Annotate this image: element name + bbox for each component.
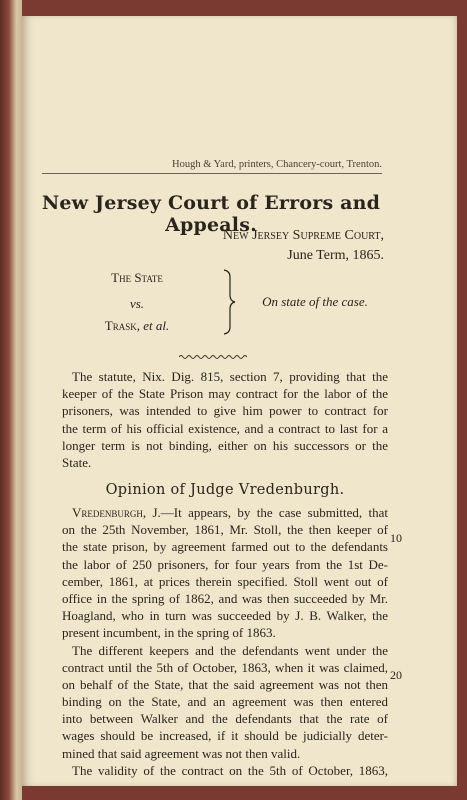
defendant-name-text: Trask, [104,318,140,333]
defendant-name [62,318,212,334]
opinion-line: contract until the 5th of October, 1863, when it was claimed, [62,659,388,675]
court-title: New Jersey Court of Errors and Appeals. [41,192,381,236]
versus-label: vs. [129,296,145,311]
line-number-marker: 10 [390,531,402,545]
case-posture: On state of the case. [262,294,368,309]
opinion-line: The validity of the contract on the 5th of October, 1863, [72,762,388,778]
section-divider [179,354,247,360]
opinion-line: wages should be increased, if it should be judicially deter- [62,728,388,744]
opinion-heading: Opinion of Judge Vredenburgh. [105,482,345,498]
syllabus-line: State. [62,454,92,470]
opinion-body [62,504,388,779]
opinion-line: the state prison, by agreement farmed out to the defendants [62,539,388,555]
court-name: New Jersey Supreme Court, [222,228,384,243]
syllabus-line: longer term is not binding, either on his successors or the [62,437,388,453]
opinion-line: The different keepers and the defendants went under the [72,642,388,658]
document-page [22,16,457,786]
opinion-line: on behalf of the State, that the said agreement was not then [62,676,388,692]
opinion-line: Hoagland, who in turn was succeeded by J. B. Walker, the [62,608,388,624]
opinion-line: the labor of 250 prisoners, for four years from the 1st De- [62,556,388,572]
plaintiff-name: The State [111,270,163,285]
opinion-line-text: —It appears, by the case submitted, that [160,505,388,520]
court-term: June Term, 1865. [287,248,384,263]
syllabus-line: prisoners, was intended to give him power to contract for [62,403,388,419]
opinion-line: office in the spring of 1862, and was then succeeded by Mr. [62,590,388,606]
opinion-line: binding on the State, and an agreement was then entered [62,694,388,710]
opinion-line: present incumbent, in the spring of 1863. [62,625,276,641]
opinion-line: into between Walker and the defendants that the rate of [62,711,388,727]
judge-name: Vredenburgh, J. [72,505,161,520]
case-brace [222,269,236,335]
opinion-line: cember, 1861, at prices therein specified. Stoll went out of [62,573,388,589]
syllabus-line: the term of his official existence, and a contract to last for a [62,420,388,436]
line-number-marker: 20 [390,668,402,682]
opinion-line: mined that said agreement was not then valid. [62,745,301,761]
adjacent-page-edge [0,0,22,800]
defendant-suffix: et al. [143,318,170,333]
opinion-line: on the 25th November, 1861, Mr. Stoll, the then keeper of [62,522,388,538]
printer-credit: Hough & Yard, printers, Chancery-court, Trenton. [172,159,382,170]
syllabus-line: keeper of the State Prison may contract for the labor of the [62,386,388,402]
syllabus-line: The statute, Nix. Dig. 815, section 7, providing that the [72,369,388,384]
syllabus-paragraph [62,368,388,471]
opinion-line [62,504,388,521]
header-rule [42,173,382,174]
